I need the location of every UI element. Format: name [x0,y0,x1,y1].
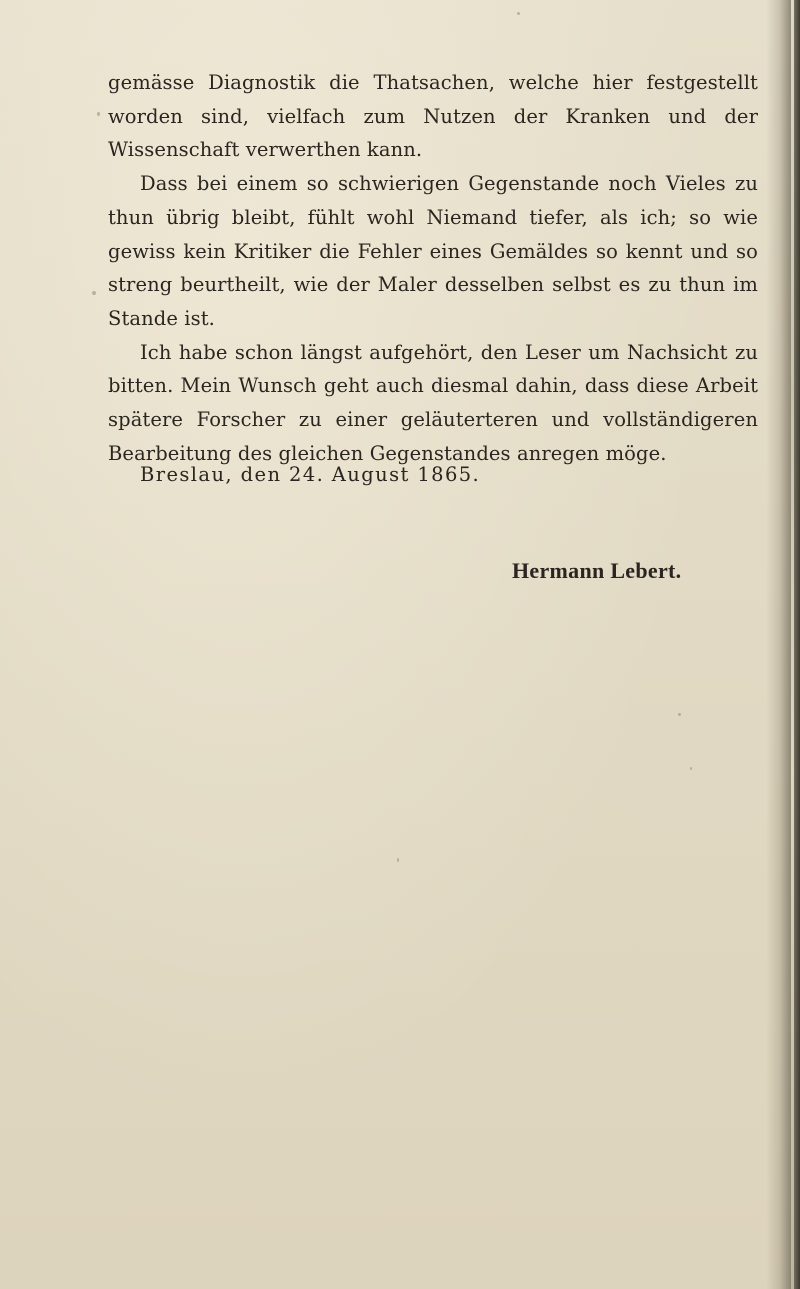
paragraph-3: Ich habe schon längst aufgehört, den Leser um Nachsicht zu bitten. Mein Wunsch geht auch diesmal dahin, dass diese Arbeit spätere Forscher zu einer geläuterteren und vollständigeren Bearbeitung des gleichen Gegenstandes anregen möge. [108,340,758,465]
paper-speck [690,767,692,770]
paragraph-2: Dass bei einem so schwierigen Gegenstande noch Vieles zu thun übrig bleibt, fühlt wohl Niemand tiefer, als ich; so wie gewiss kein Kritiker die Fehler eines Gemäldes so kennt und so streng beurtheilt, wie der Maler desselben selbst es zu thun im Stande ist. [108,172,758,330]
paper-speck [517,12,520,15]
paper-speck [678,713,681,716]
paper-speck [397,858,399,862]
body-text [108,66,758,470]
book-spine-edge [791,0,794,1289]
paper-speck [97,112,100,116]
paper-speck [92,291,96,295]
author-signature: Hermann Lebert. [512,558,682,583]
paragraph-1: gemässe Diagnostik die Thatsachen, welche hier festgestellt worden sind, vielfach zum Nutzen der Kranken und der Wissenschaft verwerthen kann. [108,71,758,162]
book-spine-shadow [766,0,800,1289]
place-date-line: Breslau, den 24. August 1865. [140,463,481,486]
